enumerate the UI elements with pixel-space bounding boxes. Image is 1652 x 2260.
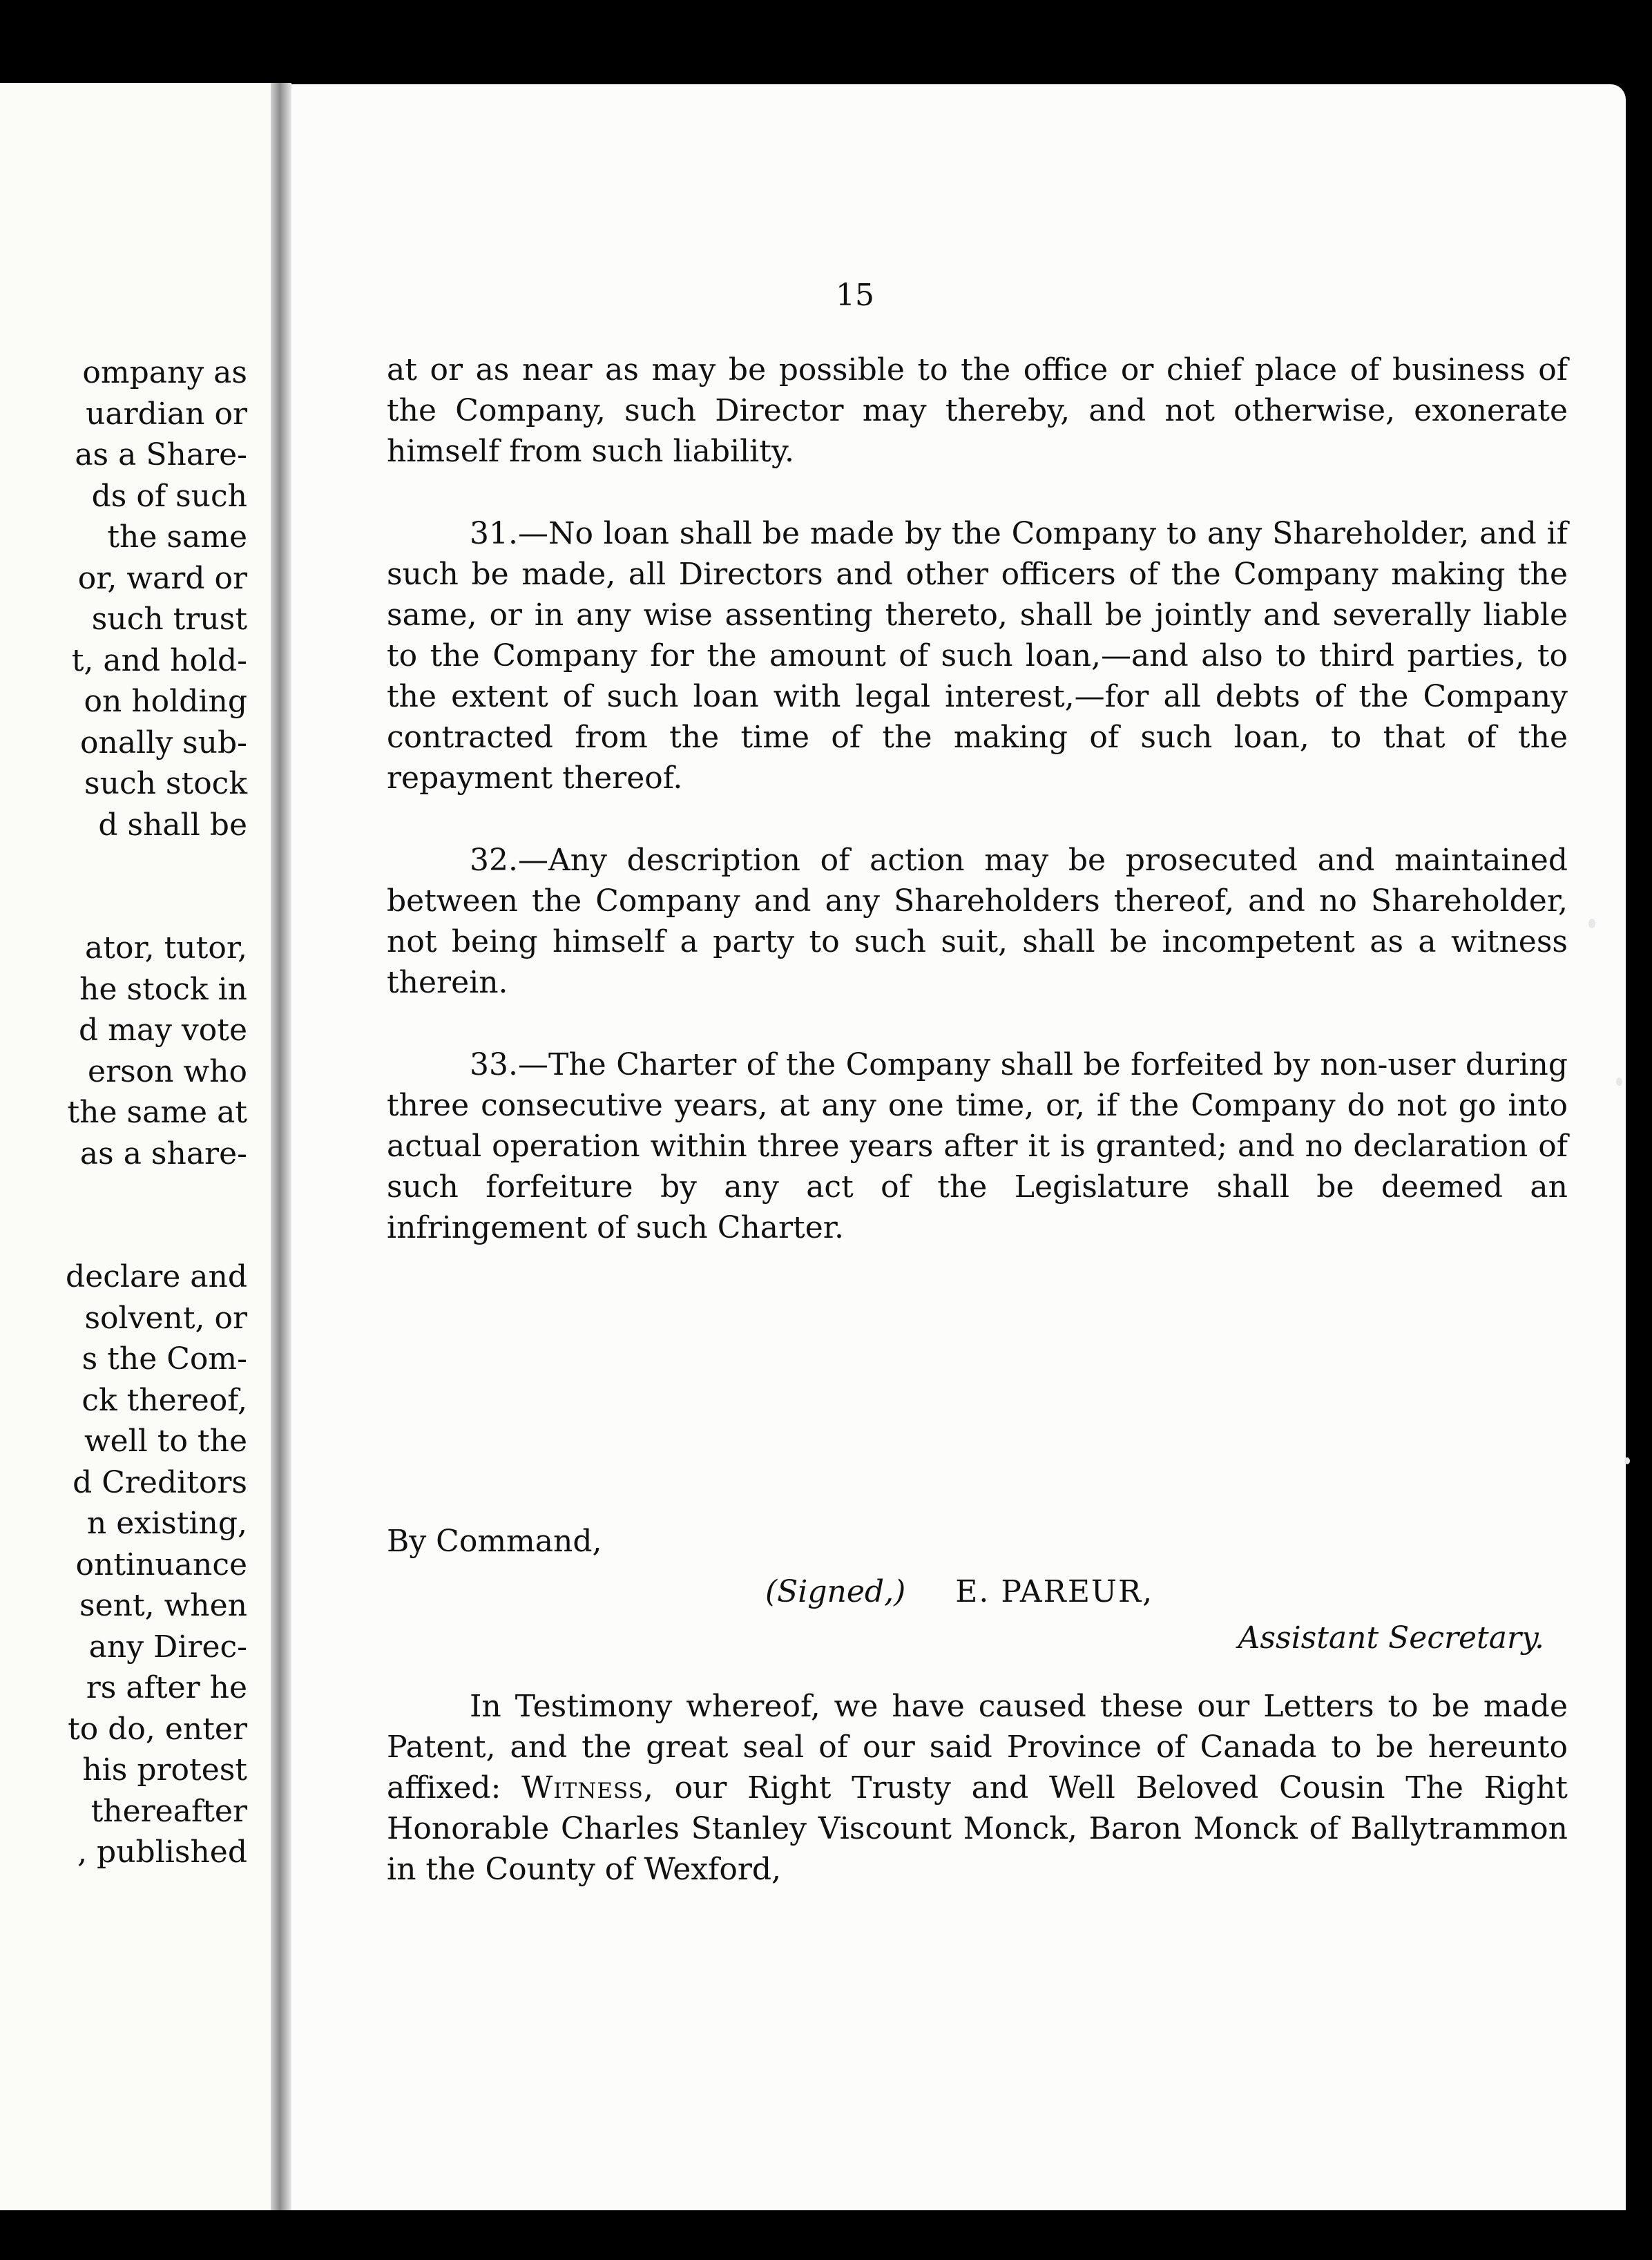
left-line: as a share-	[79, 1136, 247, 1171]
left-line: ompany as	[82, 355, 247, 390]
section-32: 32.—Any description of action may be prosecuted and maintained between the Company and any Shareholders thereof, and no Shareholder, not being himself a party to such suit, shall be incompetent as a witness therein.	[387, 843, 1568, 1000]
body-text	[387, 349, 1568, 1248]
left-line: uardian or	[86, 396, 247, 432]
left-line: t, and hold-	[71, 642, 247, 678]
left-line: the same at	[67, 1095, 247, 1130]
left-line: onally sub-	[80, 725, 247, 760]
left-line: such stock	[84, 766, 247, 801]
left-page-text	[0, 352, 247, 1873]
page-number: 15	[836, 278, 874, 313]
left-paragraph-gap	[0, 1174, 247, 1256]
book-gutter	[271, 83, 291, 2210]
right-page	[291, 84, 1626, 2210]
left-line: to do, enter	[68, 1711, 247, 1747]
left-line: solvent, or	[84, 1300, 247, 1336]
left-line: as a Share-	[75, 437, 247, 472]
left-line: declare and	[66, 1259, 247, 1294]
left-line: on holding	[84, 684, 247, 719]
left-line: erson who	[88, 1053, 247, 1089]
scan-speck	[1616, 1078, 1622, 1086]
left-line: ontinuance	[75, 1546, 247, 1582]
left-line: his protest	[82, 1752, 247, 1788]
left-line: n existing,	[86, 1506, 247, 1541]
signature-line	[387, 1571, 1568, 1612]
testimony-start: In Testimony whereof, we have caused these our Letters to be made Patent, and the great seal of our said Province of Canada to be hereunto affixed:	[387, 1689, 1568, 1806]
testimony-paragraph	[387, 1686, 1568, 1890]
testimony-end: our Right Trusty and Well Beloved Cousin The Right Honorable Charles Stanley Viscount Monck, Baron Monck of Ballytrammon in the County of Wexford,	[387, 1770, 1568, 1887]
left-line: well to the	[84, 1424, 247, 1459]
left-line: the same	[107, 519, 247, 555]
testimony-witness: Witness,	[521, 1770, 654, 1806]
left-line: or, ward or	[77, 560, 247, 596]
left-line: he stock in	[79, 971, 247, 1007]
opening-paragraph: at or as near as may be possible to the office or chief place of business of the Company, such Director may thereby, and not otherwise, exonerate himself from such liability.	[387, 352, 1568, 469]
closing-block	[387, 1521, 1568, 1890]
left-line: s the Com-	[81, 1341, 247, 1377]
signed-label: (Signed,)	[765, 1574, 906, 1609]
left-line: d may vote	[78, 1013, 247, 1048]
left-line: any Direc-	[88, 1629, 247, 1665]
left-line: d Creditors	[73, 1464, 247, 1500]
scan-speck	[1624, 1457, 1630, 1464]
left-line: ck thereof,	[81, 1382, 247, 1418]
signatory-name: E. PAREUR,	[955, 1574, 1154, 1609]
left-line: ds of such	[91, 478, 247, 514]
scan-speck	[1588, 919, 1595, 928]
left-line: such trust	[91, 602, 247, 637]
by-command: By Command,	[387, 1524, 602, 1559]
left-line: , published	[77, 1835, 247, 1870]
signatory-title: Assistant Secretary.	[1238, 1620, 1544, 1656]
section-31: 31.—No loan shall be made by the Company to any Shareholder, and if such be made, all Directors and other officers of the Company making the same, or in any wise assenting thereto, shall be jointly and severally liable to the Company for the amount of such loan,—and also to third parties, to the extent of such loan with legal interest,—for all debts of the Company contracted from the time of the making of such loan, to that of the repayment thereof.	[387, 516, 1568, 796]
left-facing-page	[0, 83, 271, 2210]
left-line: d shall be	[98, 807, 247, 843]
left-line: sent, when	[79, 1588, 247, 1623]
left-paragraph-gap	[0, 845, 247, 928]
left-line: rs after he	[86, 1670, 247, 1705]
left-line: thereafter	[90, 1793, 247, 1829]
section-33: 33.—The Charter of the Company shall be forfeited by non-user during three consecutive years, at any one time, or, if the Company do not go into actual operation within three years after it is granted; and no declaration of such forfeiture by any act of the Legislature shall be deemed an infringement of such Charter.	[387, 1047, 1568, 1245]
left-line: ator, tutor,	[85, 930, 247, 966]
